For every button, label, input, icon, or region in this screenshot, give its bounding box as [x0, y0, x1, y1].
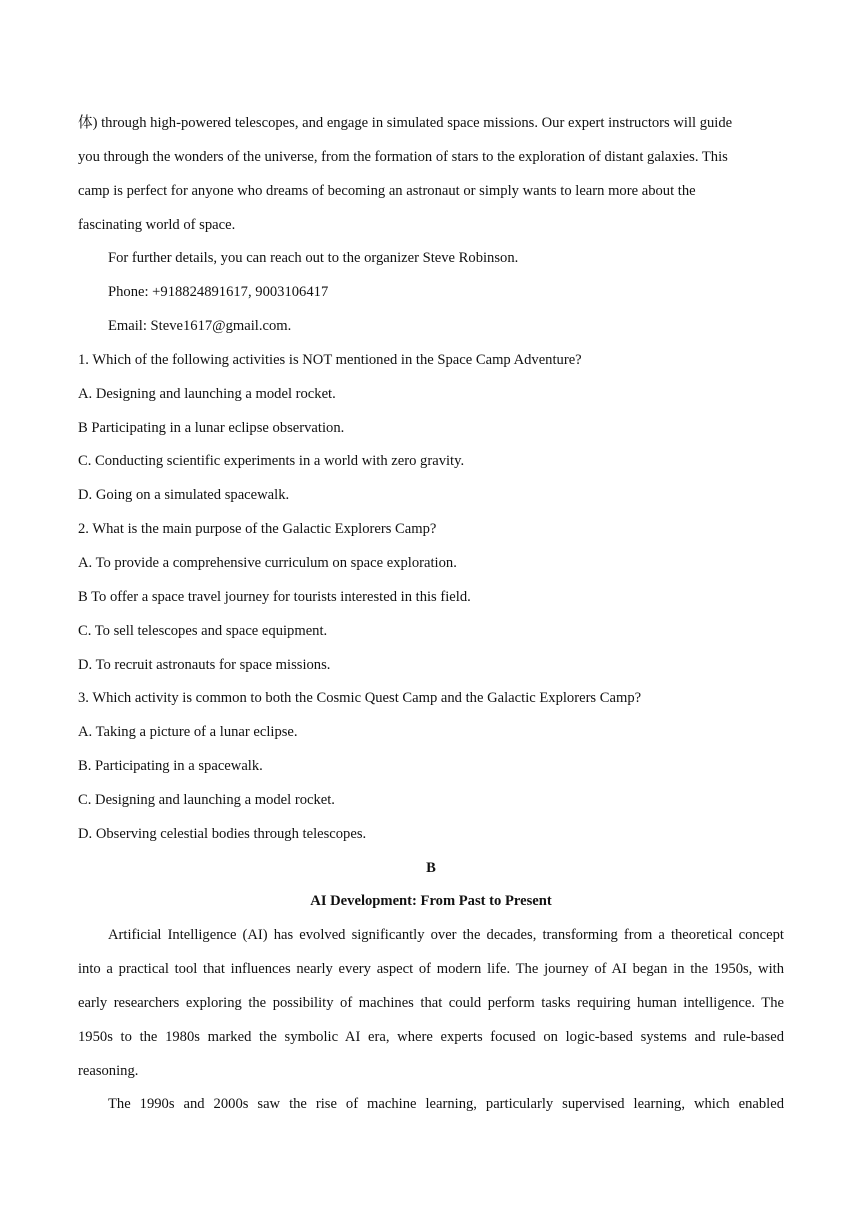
answer-option: D. Observing celestial bodies through telescopes. — [78, 825, 367, 842]
question-stem: 1. Which of the following activities is NOT mentioned in the Space Camp Adventure? — [78, 351, 582, 368]
section-b — [78, 852, 784, 1123]
answer-option: B To offer a space travel journey for tourists interested in this field. — [78, 588, 471, 605]
answer-option: C. Designing and launching a model rocket. — [78, 791, 335, 808]
question-3 — [78, 682, 784, 851]
contact-phone: Phone: +918824891617, 9003106417 — [108, 284, 329, 301]
passage-line: you through the wonders of the universe, from the formation of stars to the exploration of distant galaxies. This — [78, 148, 728, 165]
answer-option: A. Designing and launching a model rocket. — [78, 385, 336, 402]
section-letter: B — [426, 859, 436, 876]
answer-option: B Participating in a lunar eclipse observation. — [78, 419, 345, 436]
passage-line: 体) through high-powered telescopes, and engage in simulated space missions. Our expert instructors will guide — [78, 115, 733, 131]
paragraph-line: Artificial Intelligence (AI) has evolved significantly over the decades, transforming from a theoretical concept — [108, 927, 784, 944]
document-content — [78, 107, 784, 1122]
question-2 — [78, 513, 784, 682]
question-stem: 2. What is the main purpose of the Galactic Explorers Camp? — [78, 521, 437, 538]
answer-option: D. Going on a simulated spacewalk. — [78, 487, 290, 504]
answer-option: C. To sell telescopes and space equipment. — [78, 622, 328, 639]
answer-option: D. To recruit astronauts for space missions. — [78, 656, 331, 673]
answer-option: A. Taking a picture of a lunar eclipse. — [78, 724, 298, 741]
question-stem: 3. Which activity is common to both the Cosmic Quest Camp and the Galactic Explorers Camp? — [78, 690, 642, 707]
paragraph-line: into a practical tool that influences nearly every aspect of modern life. The journey of AI began in the 1950s, with — [78, 961, 784, 978]
paragraph-line: early researchers exploring the possibility of machines that could perform tasks requiring human intelligence. The — [78, 994, 784, 1011]
paragraph-line: reasoning. — [78, 1062, 139, 1079]
contact-email: Email: Steve1617@gmail.com. — [108, 318, 292, 335]
passage-a-tail — [78, 107, 784, 344]
passage-line: camp is perfect for anyone who dreams of becoming an astronaut or simply wants to learn more about the — [78, 182, 696, 199]
answer-option: B. Participating in a spacewalk. — [78, 758, 263, 775]
paragraph-line: 1950s to the 1980s marked the symbolic AI era, where experts focused on logic-based systems and rule-based — [78, 1028, 784, 1045]
contact-intro: For further details, you can reach out to the organizer Steve Robinson. — [108, 250, 519, 267]
section-title: AI Development: From Past to Present — [310, 893, 552, 910]
answer-option: A. To provide a comprehensive curriculum on space exploration. — [78, 554, 457, 571]
answer-option: C. Conducting scientific experiments in a world with zero gravity. — [78, 453, 465, 470]
passage-line: fascinating world of space. — [78, 216, 236, 233]
question-1 — [78, 344, 784, 513]
paragraph-line: The 1990s and 2000s saw the rise of machine learning, particularly supervised learning, which enabled — [108, 1096, 784, 1113]
